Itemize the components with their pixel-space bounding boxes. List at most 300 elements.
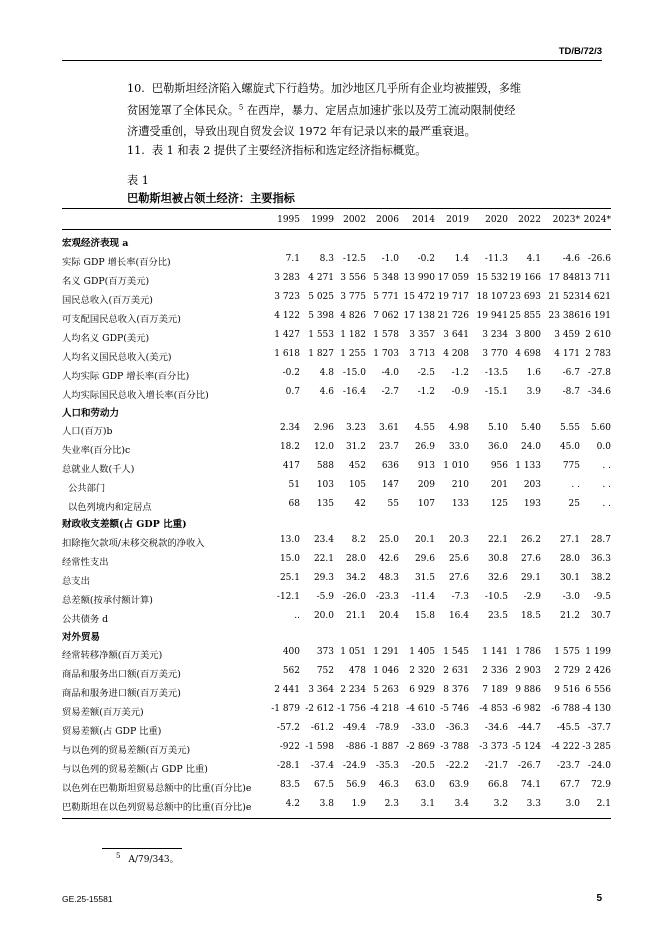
table-cell: -2.5 xyxy=(417,368,435,378)
table-cell: -5 746 xyxy=(440,704,469,714)
table-cell: . . xyxy=(602,499,611,509)
table-cell: 17 848 xyxy=(548,273,580,283)
table-cell: 2 729 xyxy=(554,666,580,676)
table-cell: 23 693 xyxy=(509,292,541,302)
table-cell: 1 786 xyxy=(515,647,541,657)
table-cell: 36.0 xyxy=(487,442,508,452)
table-cell: -1 598 xyxy=(305,742,334,752)
table-cell: 67.7 xyxy=(559,780,580,790)
row-label: 扣除拖欠款项/未移交税款的净收入 xyxy=(62,538,205,549)
table-cell: 9 516 xyxy=(554,685,580,695)
row-label: 实际 GDP 增长率(百分比) xyxy=(62,257,171,268)
row-label: 以色列在巴勒斯坦贸易总额中的比重(百分比)e xyxy=(62,783,252,794)
table-cell: 6 929 xyxy=(409,685,435,695)
table-cell: -36.3 xyxy=(445,723,469,733)
table-cell: -22.2 xyxy=(445,761,469,771)
table-cell: 18 107 xyxy=(476,292,508,302)
table-cell: 19 941 xyxy=(476,311,508,321)
document-code: TD/B/72/3 xyxy=(558,46,602,57)
table-cell: 28.7 xyxy=(590,535,611,545)
table-cell: . . xyxy=(602,461,611,471)
table-cell: -12.1 xyxy=(276,592,300,602)
table-cell: -3 788 xyxy=(440,742,469,752)
table-cell: 5 348 xyxy=(373,273,399,283)
table-cell: 7 062 xyxy=(373,311,399,321)
table-cell: 5.10 xyxy=(487,423,508,433)
row-label: 人均名义 GDP(美元) xyxy=(62,333,150,344)
header-rule xyxy=(62,60,602,61)
table-cell: 20.1 xyxy=(414,535,435,545)
table-cell: 23.5 xyxy=(487,611,508,621)
table-cell: 478 xyxy=(348,666,366,676)
column-header-2019: 2019 xyxy=(446,215,469,225)
table-cell: 4 698 xyxy=(515,349,541,359)
table-cell: 28.0 xyxy=(345,554,366,564)
table-cell: 45.0 xyxy=(559,442,580,452)
table-cell: 4.8 xyxy=(319,368,334,378)
table-cell: -57.2 xyxy=(276,723,300,733)
paragraph-10-line-2: 贫困笼罩了全体民众。 xyxy=(127,103,239,117)
table-cell: 5 025 xyxy=(308,292,334,302)
table-cell: 3.8 xyxy=(319,799,334,809)
table-cell: 23 386 xyxy=(548,311,580,321)
table-cell: 2 336 xyxy=(482,666,508,676)
table-cell: 562 xyxy=(282,666,300,676)
table-cell: 25.1 xyxy=(279,573,300,583)
table-cell: -11.3 xyxy=(484,254,508,264)
table-cell: 1 133 xyxy=(515,461,541,471)
table-cell: -21.7 xyxy=(484,761,508,771)
table-cell: 25.0 xyxy=(378,535,399,545)
table-cell: -1.0 xyxy=(381,254,399,264)
row-label: 商品和服务进口额(百万美元) xyxy=(62,688,181,699)
table-cell: 752 xyxy=(316,666,334,676)
table-cell: 8.3 xyxy=(319,254,334,264)
table-cell: 66.8 xyxy=(487,780,508,790)
table-cell: 15 532 xyxy=(476,273,508,283)
table-cell: 19 717 xyxy=(437,292,469,302)
table-cell: -2.7 xyxy=(381,387,399,397)
table-cell: -4 610 xyxy=(406,704,435,714)
table-cell: 2 234 xyxy=(340,685,366,695)
table-cell: 29.3 xyxy=(313,573,334,583)
table-cell: -33.0 xyxy=(411,723,435,733)
table-cell: -5.9 xyxy=(316,592,334,602)
table-cell: 636 xyxy=(381,461,399,471)
table-cell: 417 xyxy=(282,461,300,471)
table-cell: 3 713 xyxy=(409,349,435,359)
table-cell: -4 222 xyxy=(551,742,580,752)
table-cell: 28.0 xyxy=(559,554,580,564)
table-cell: . . xyxy=(571,480,580,490)
paragraph-10 xyxy=(127,78,567,143)
table-cell: 5.60 xyxy=(590,423,611,433)
table-cell: 1 545 xyxy=(443,647,469,657)
table-cell: 1 051 xyxy=(340,647,366,657)
table-cell: 16 191 xyxy=(579,311,611,321)
table-cell: 105 xyxy=(348,480,366,490)
table-cell: -4 130 xyxy=(582,704,611,714)
table-cell: 3 556 xyxy=(340,273,366,283)
table-cell: 3.61 xyxy=(378,423,399,433)
table-cell: 36.3 xyxy=(590,554,611,564)
table-cell: -4.0 xyxy=(381,368,399,378)
table-cell: 1 575 xyxy=(554,647,580,657)
table-cell: 1 199 xyxy=(585,647,611,657)
table-label: 表 1 xyxy=(127,174,149,187)
footnote-rule xyxy=(102,848,182,849)
row-label: 巴勒斯坦在以色列贸易总额中的比重(百分比)e xyxy=(62,802,252,813)
table-cell: 34.2 xyxy=(345,573,366,583)
table-cell: 20.3 xyxy=(448,535,469,545)
table-cell: 24.0 xyxy=(520,442,541,452)
table-cell: 2 631 xyxy=(443,666,469,676)
table-cell: 1.6 xyxy=(526,368,541,378)
table-cell: -4.6 xyxy=(562,254,580,264)
table-cell: -15.0 xyxy=(342,368,366,378)
table-cell: 588 xyxy=(316,461,334,471)
table-cell: 72.9 xyxy=(590,780,611,790)
table-cell: 2.96 xyxy=(313,423,334,433)
table-cell: 22.1 xyxy=(313,554,334,564)
table-cell: 16.4 xyxy=(448,611,469,621)
table-cell: 1 618 xyxy=(274,349,300,359)
table-cell: -0.2 xyxy=(282,368,300,378)
table-cell: -28.1 xyxy=(276,761,300,771)
table-cell: -37.4 xyxy=(310,761,334,771)
table-cell: 27.6 xyxy=(520,554,541,564)
table-cell: -23.3 xyxy=(375,592,399,602)
table-cell: 21.2 xyxy=(559,611,580,621)
table-cell: 5 771 xyxy=(373,292,399,302)
table-cell: 2.34 xyxy=(279,423,300,433)
footnote xyxy=(116,852,179,865)
table-header-rule xyxy=(62,229,611,230)
table-cell: 5.55 xyxy=(559,423,580,433)
table-cell: 1 827 xyxy=(308,349,334,359)
row-label: 名义 GDP(百万美元) xyxy=(62,276,150,287)
table-cell: 5.40 xyxy=(520,423,541,433)
table-cell: -2 869 xyxy=(406,742,435,752)
table-cell: 25 855 xyxy=(509,311,541,321)
table-cell: 15.0 xyxy=(279,554,300,564)
table-cell: 4.2 xyxy=(285,799,300,809)
table-cell: 107 xyxy=(417,499,435,509)
page-number: 5 xyxy=(596,893,602,904)
table-cell: -886 xyxy=(345,742,366,752)
table-bottom-rule xyxy=(62,818,611,819)
table-cell: 373 xyxy=(316,647,334,657)
table-cell: 3 357 xyxy=(409,330,435,340)
column-header-2023-est: 2023* xyxy=(552,215,580,225)
document-symbol: GE.25-15581 xyxy=(62,894,113,904)
table-cell: 17 138 xyxy=(403,311,435,321)
table-cell: 3 800 xyxy=(515,330,541,340)
row-label: 人均实际 GDP 增长率(百分比) xyxy=(62,371,190,382)
table-cell: 4 271 xyxy=(308,273,334,283)
table-cell: -15.1 xyxy=(484,387,508,397)
footnote-text: A/79/343。 xyxy=(128,855,179,865)
table-cell: .. xyxy=(294,611,300,621)
table-cell: 2 320 xyxy=(409,666,435,676)
row-label: 人口(百万)b xyxy=(62,426,113,437)
table-cell: 1 141 xyxy=(482,647,508,657)
row-label: 与以色列的贸易差额(占 GDP 比重) xyxy=(62,764,208,775)
column-header-2024-est: 2024* xyxy=(583,215,611,225)
row-label: 人均名义国民总收入(美元) xyxy=(62,352,172,363)
table-cell: 17 059 xyxy=(437,273,469,283)
row-label: 总支出 xyxy=(62,576,90,587)
table-cell: 74.1 xyxy=(520,780,541,790)
table-cell: 3 723 xyxy=(274,292,300,302)
table-cell: 67.5 xyxy=(313,780,334,790)
row-label: 国民总收入(百万美元) xyxy=(62,295,153,306)
table-cell: 26.9 xyxy=(414,442,435,452)
table-cell: 21.1 xyxy=(345,611,366,621)
table-cell: 42.6 xyxy=(378,554,399,564)
table-cell: 46.3 xyxy=(378,780,399,790)
table-cell: 25 xyxy=(568,499,580,509)
column-header-2020: 2020 xyxy=(485,215,508,225)
table-cell: -2 612 xyxy=(305,704,334,714)
table-cell: 4 826 xyxy=(340,311,366,321)
table-cell: 3 234 xyxy=(482,330,508,340)
table-cell: 20.4 xyxy=(378,611,399,621)
table-cell: 4.98 xyxy=(448,423,469,433)
table-cell: 4.1 xyxy=(526,254,541,264)
row-label: 总就业人数(千人) xyxy=(62,464,135,475)
row-label: 与以色列的贸易差额(百万美元) xyxy=(62,745,191,756)
table-cell: -1.2 xyxy=(417,387,435,397)
table-cell: 3.0 xyxy=(565,799,580,809)
table-cell: 2 903 xyxy=(515,666,541,676)
footnote-ref[interactable]: 5 xyxy=(238,102,244,111)
table-cell: -1 756 xyxy=(337,704,366,714)
table-cell: -11.4 xyxy=(411,592,435,602)
table-cell: -49.4 xyxy=(342,723,366,733)
table-cell: -24.0 xyxy=(587,761,611,771)
table-cell: 3 459 xyxy=(554,330,580,340)
row-label: 可支配国民总收入(百万美元) xyxy=(62,314,181,325)
table-cell: 1 578 xyxy=(373,330,399,340)
table-cell: -0.2 xyxy=(417,254,435,264)
table-cell: 9 886 xyxy=(515,685,541,695)
table-cell: -3 373 xyxy=(479,742,508,752)
table-cell: 3.4 xyxy=(454,799,469,809)
table-cell: 6 556 xyxy=(585,685,611,695)
table-cell: -61.2 xyxy=(310,723,334,733)
table-cell: -26.6 xyxy=(587,254,611,264)
table-cell: -24.9 xyxy=(342,761,366,771)
table-cell: 26.2 xyxy=(520,535,541,545)
table-cell: -6 788 xyxy=(551,704,580,714)
row-label: 贸易差额(占 GDP 比重) xyxy=(62,726,162,737)
row-label: 失业率(百分比)c xyxy=(62,445,131,456)
table-cell: 1 427 xyxy=(274,330,300,340)
table-cell: 19 166 xyxy=(509,273,541,283)
table-cell: 3.2 xyxy=(493,799,508,809)
table-cell: 27.1 xyxy=(559,535,580,545)
table-cell: -26.0 xyxy=(342,592,366,602)
row-label: 公共债务 d xyxy=(62,614,109,625)
table-cell: 5 398 xyxy=(308,311,334,321)
row-label: 人均实际国民总收入增长率(百分比) xyxy=(62,390,209,401)
table-cell: 210 xyxy=(451,480,469,490)
column-header-2002: 2002 xyxy=(343,215,366,225)
table-cell: 13.0 xyxy=(279,535,300,545)
section-title: 宏观经济表现 a xyxy=(62,238,129,249)
table-cell: 4.55 xyxy=(414,423,435,433)
table-cell: -5 124 xyxy=(512,742,541,752)
column-header-1999: 1999 xyxy=(311,215,334,225)
table-cell: -44.7 xyxy=(517,723,541,733)
table-cell: 12.0 xyxy=(313,442,334,452)
table-cell: 31.2 xyxy=(345,442,366,452)
table-cell: -4 218 xyxy=(370,704,399,714)
table-cell: 1.9 xyxy=(351,799,366,809)
paragraph-10-line-3: 济遭受重创，导致出现自贸发会议 1972 年有记录以来的最严重衰退。 xyxy=(127,125,476,138)
table-cell: 15.8 xyxy=(414,611,435,621)
table-cell: -6.7 xyxy=(562,368,580,378)
table-cell: 133 xyxy=(451,499,469,509)
table-cell: 63.0 xyxy=(414,780,435,790)
table-cell: 209 xyxy=(417,480,435,490)
table-cell: 30.7 xyxy=(590,611,611,621)
table-cell: 193 xyxy=(523,499,541,509)
section-title: 财政收支差额(占 GDP 比重) xyxy=(62,519,187,530)
table-cell: 1 291 xyxy=(373,647,399,657)
table-cell: 3 364 xyxy=(308,685,334,695)
table-cell: -34.6 xyxy=(587,387,611,397)
section-title: 人口和劳动力 xyxy=(62,408,120,419)
table-cell: 29.6 xyxy=(414,554,435,564)
table-cell: 18.5 xyxy=(520,611,541,621)
table-cell: -78.9 xyxy=(375,723,399,733)
table-cell: 33.0 xyxy=(448,442,469,452)
table-cell: 7 189 xyxy=(482,685,508,695)
table-cell: 775 xyxy=(562,461,580,471)
table-cell: -0.9 xyxy=(451,387,469,397)
table-cell: 23.7 xyxy=(378,442,399,452)
table-cell: 30.8 xyxy=(487,554,508,564)
table-cell: -7.3 xyxy=(451,592,469,602)
row-label: 经常转移净额(百万美元) xyxy=(62,650,163,661)
table-cell: -37.7 xyxy=(587,723,611,733)
table-cell: 56.9 xyxy=(345,780,366,790)
table-cell: 203 xyxy=(523,480,541,490)
table-cell: -10.5 xyxy=(484,592,508,602)
table-cell: 452 xyxy=(348,461,366,471)
row-label: 贸易差额(百万美元) xyxy=(62,707,144,718)
table-cell: 4 208 xyxy=(443,349,469,359)
table-cell: 18.2 xyxy=(279,442,300,452)
table-cell: -3 285 xyxy=(582,742,611,752)
table-cell: 5 263 xyxy=(373,685,399,695)
table-cell: 3 283 xyxy=(274,273,300,283)
section-title: 对外贸易 xyxy=(62,632,101,643)
table-cell: -13.5 xyxy=(484,368,508,378)
table-cell: -12.5 xyxy=(342,254,366,264)
table-cell: -922 xyxy=(279,742,300,752)
table-cell: 13 990 xyxy=(403,273,435,283)
table-cell: 83.5 xyxy=(279,780,300,790)
table-cell: -45.5 xyxy=(556,723,580,733)
table-cell: 400 xyxy=(282,647,300,657)
row-label: 商品和服务出口额(百万美元) xyxy=(62,669,181,680)
table-cell: 3.3 xyxy=(526,799,541,809)
table-cell: -4 853 xyxy=(479,704,508,714)
table-cell: 48.3 xyxy=(378,573,399,583)
table-cell: 51 xyxy=(288,480,300,490)
column-header-2022: 2022 xyxy=(518,215,541,225)
paragraph-10-line-1: 10. 巴勒斯坦经济陷入螺旋式下行趋势。加沙地区几乎所有企业均被摧毁，多维 xyxy=(127,82,522,95)
row-label: 总差额(按承付额计算) xyxy=(62,595,153,606)
table-cell: -23.7 xyxy=(556,761,580,771)
table-cell: 30.1 xyxy=(559,573,580,583)
table-cell: 8 376 xyxy=(443,685,469,695)
footnote-number: 5 xyxy=(116,852,121,860)
table-cell: 0.7 xyxy=(285,387,300,397)
table-cell: 68 xyxy=(288,499,300,509)
table-cell: 4 171 xyxy=(554,349,580,359)
paragraph-11 xyxy=(127,140,567,162)
table-cell: 1 255 xyxy=(340,349,366,359)
table-cell: 125 xyxy=(490,499,508,509)
table-cell: 201 xyxy=(490,480,508,490)
row-label: 经常性支出 xyxy=(62,557,109,568)
table-cell: 1 405 xyxy=(409,647,435,657)
table-cell: -35.3 xyxy=(375,761,399,771)
table-cell: . . xyxy=(602,480,611,490)
table-cell: 4.6 xyxy=(319,387,334,397)
table-cell: -34.6 xyxy=(484,723,508,733)
row-label: 以色列境内和定居点 xyxy=(68,502,152,513)
table-cell: -2.9 xyxy=(523,592,541,602)
table-cell: 0.0 xyxy=(596,442,611,452)
table-cell: 38.2 xyxy=(590,573,611,583)
table-cell: 4 122 xyxy=(274,311,300,321)
column-header-1995: 1995 xyxy=(277,215,300,225)
table-cell: 27.6 xyxy=(448,573,469,583)
table-cell: 3.1 xyxy=(420,799,435,809)
table-cell: 3 775 xyxy=(340,292,366,302)
table-cell: 2 783 xyxy=(585,349,611,359)
table-cell: 15 472 xyxy=(403,292,435,302)
table-cell: 7.1 xyxy=(285,254,300,264)
table-cell: -6 982 xyxy=(512,704,541,714)
table-cell: 1 182 xyxy=(340,330,366,340)
table-cell: 1 046 xyxy=(373,666,399,676)
table-cell: 2 441 xyxy=(274,685,300,695)
table-cell: 1 010 xyxy=(443,461,469,471)
table-cell: 147 xyxy=(381,480,399,490)
table-cell: 1 703 xyxy=(373,349,399,359)
table-cell: 3 770 xyxy=(482,349,508,359)
row-label: 公共部门 xyxy=(68,483,106,494)
paragraph-10-line-2b: 在西岸，暴力、定居点加速扩张以及劳工流动限制使经 xyxy=(246,103,516,117)
table-cell: 2 610 xyxy=(585,330,611,340)
table-cell: 3.23 xyxy=(345,423,366,433)
table-cell: 2 426 xyxy=(585,666,611,676)
table-cell: 1 553 xyxy=(308,330,334,340)
table-cell: 3.9 xyxy=(526,387,541,397)
table-cell: 21 726 xyxy=(437,311,469,321)
table-title: 巴勒斯坦被占领土经济：主要指标 xyxy=(127,191,295,205)
table-cell: 21 523 xyxy=(548,292,580,302)
table-cell: 20.0 xyxy=(313,611,334,621)
paragraph-11-line-1: 11. 表 1 和表 2 提供了主要经济指标和选定经济指标概览。 xyxy=(127,144,427,157)
table-cell: 3 641 xyxy=(443,330,469,340)
